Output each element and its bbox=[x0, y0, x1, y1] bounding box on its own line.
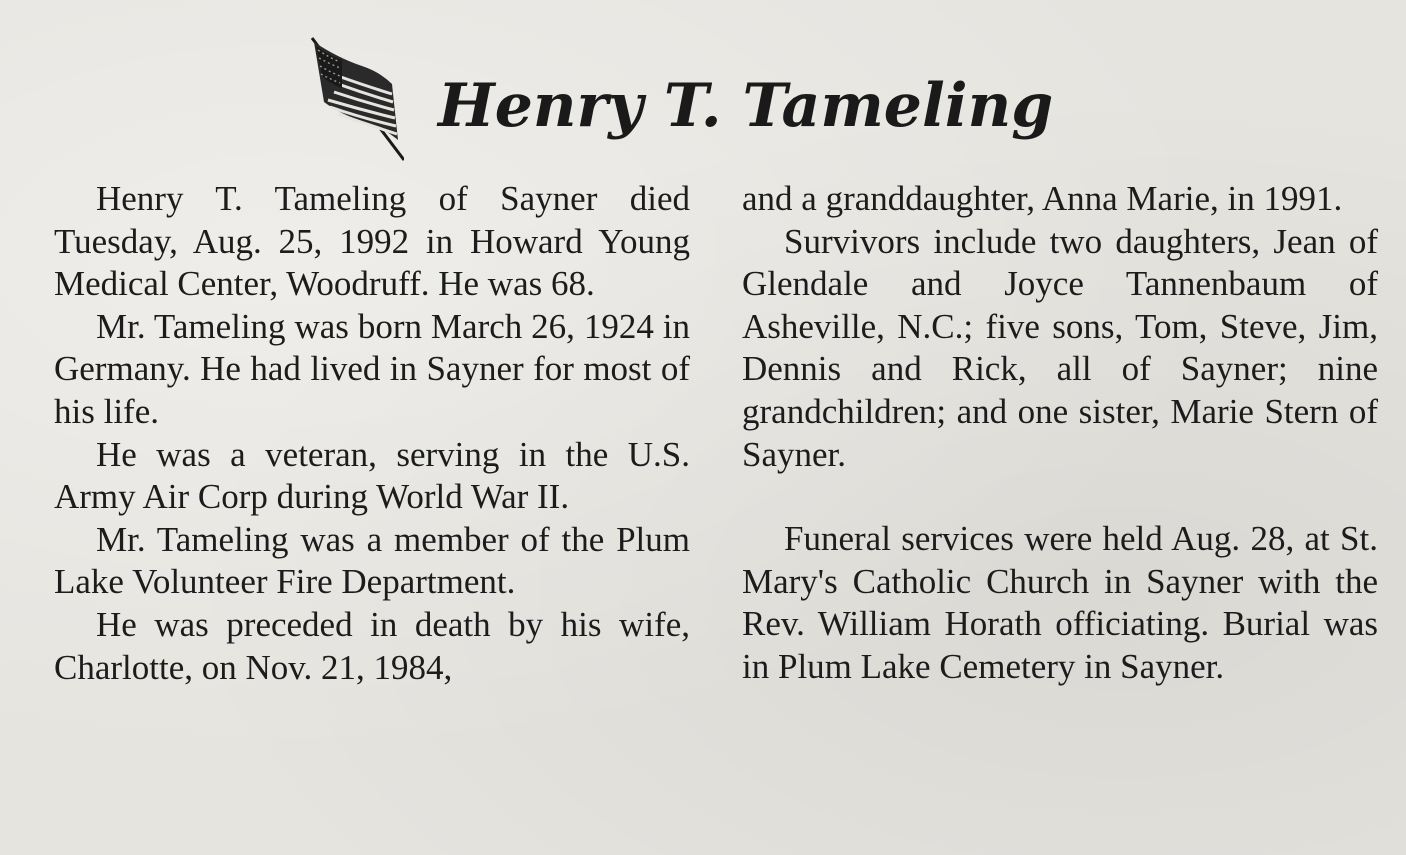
paragraph: Henry T. Tameling of Sayner died Tuesday, Aug. 25, 1992 in Howard Young Medical Center, Woodruff. He was 68. bbox=[54, 179, 690, 304]
paragraph: and a granddaughter, Anna Marie, in 1991. bbox=[742, 179, 1343, 218]
paragraph: Funeral services were held Aug. 28, at St. Mary's Catholic Church in Sayner with the Rev. William Horath officiating. Burial was in Plum Lake Cemetery in Sayner. bbox=[742, 519, 1378, 686]
obituary-title: Henry T. Tameling bbox=[438, 71, 1054, 141]
paragraph: Mr. Tameling was a member of the Plum Lake Volunteer Fire Department. bbox=[54, 519, 690, 602]
paragraph: He was a veteran, serving in the U.S. Army Air Corp during World War II. bbox=[54, 434, 690, 517]
obituary-header bbox=[300, 36, 1060, 166]
paragraph: Mr. Tameling was born March 26, 1924 in Germany. He had lived in Sayner for most of his life. bbox=[54, 306, 690, 431]
paragraph: He was preceded in death by his wife, Charlotte, on Nov. 21, 1984, bbox=[54, 604, 690, 687]
obituary-right-column bbox=[742, 178, 1378, 689]
obituary-left-column bbox=[54, 178, 690, 689]
us-flag-icon bbox=[308, 36, 404, 162]
paragraph: Survivors include two daughters, Jean of Glendale and Joyce Tannenbaum of Asheville, N.C.; five sons, Tom, Steve, Jim, Dennis and Rick, all of Sayner; nine grandchildren; and one sister, Marie Stern of Sayner. bbox=[742, 221, 1378, 474]
